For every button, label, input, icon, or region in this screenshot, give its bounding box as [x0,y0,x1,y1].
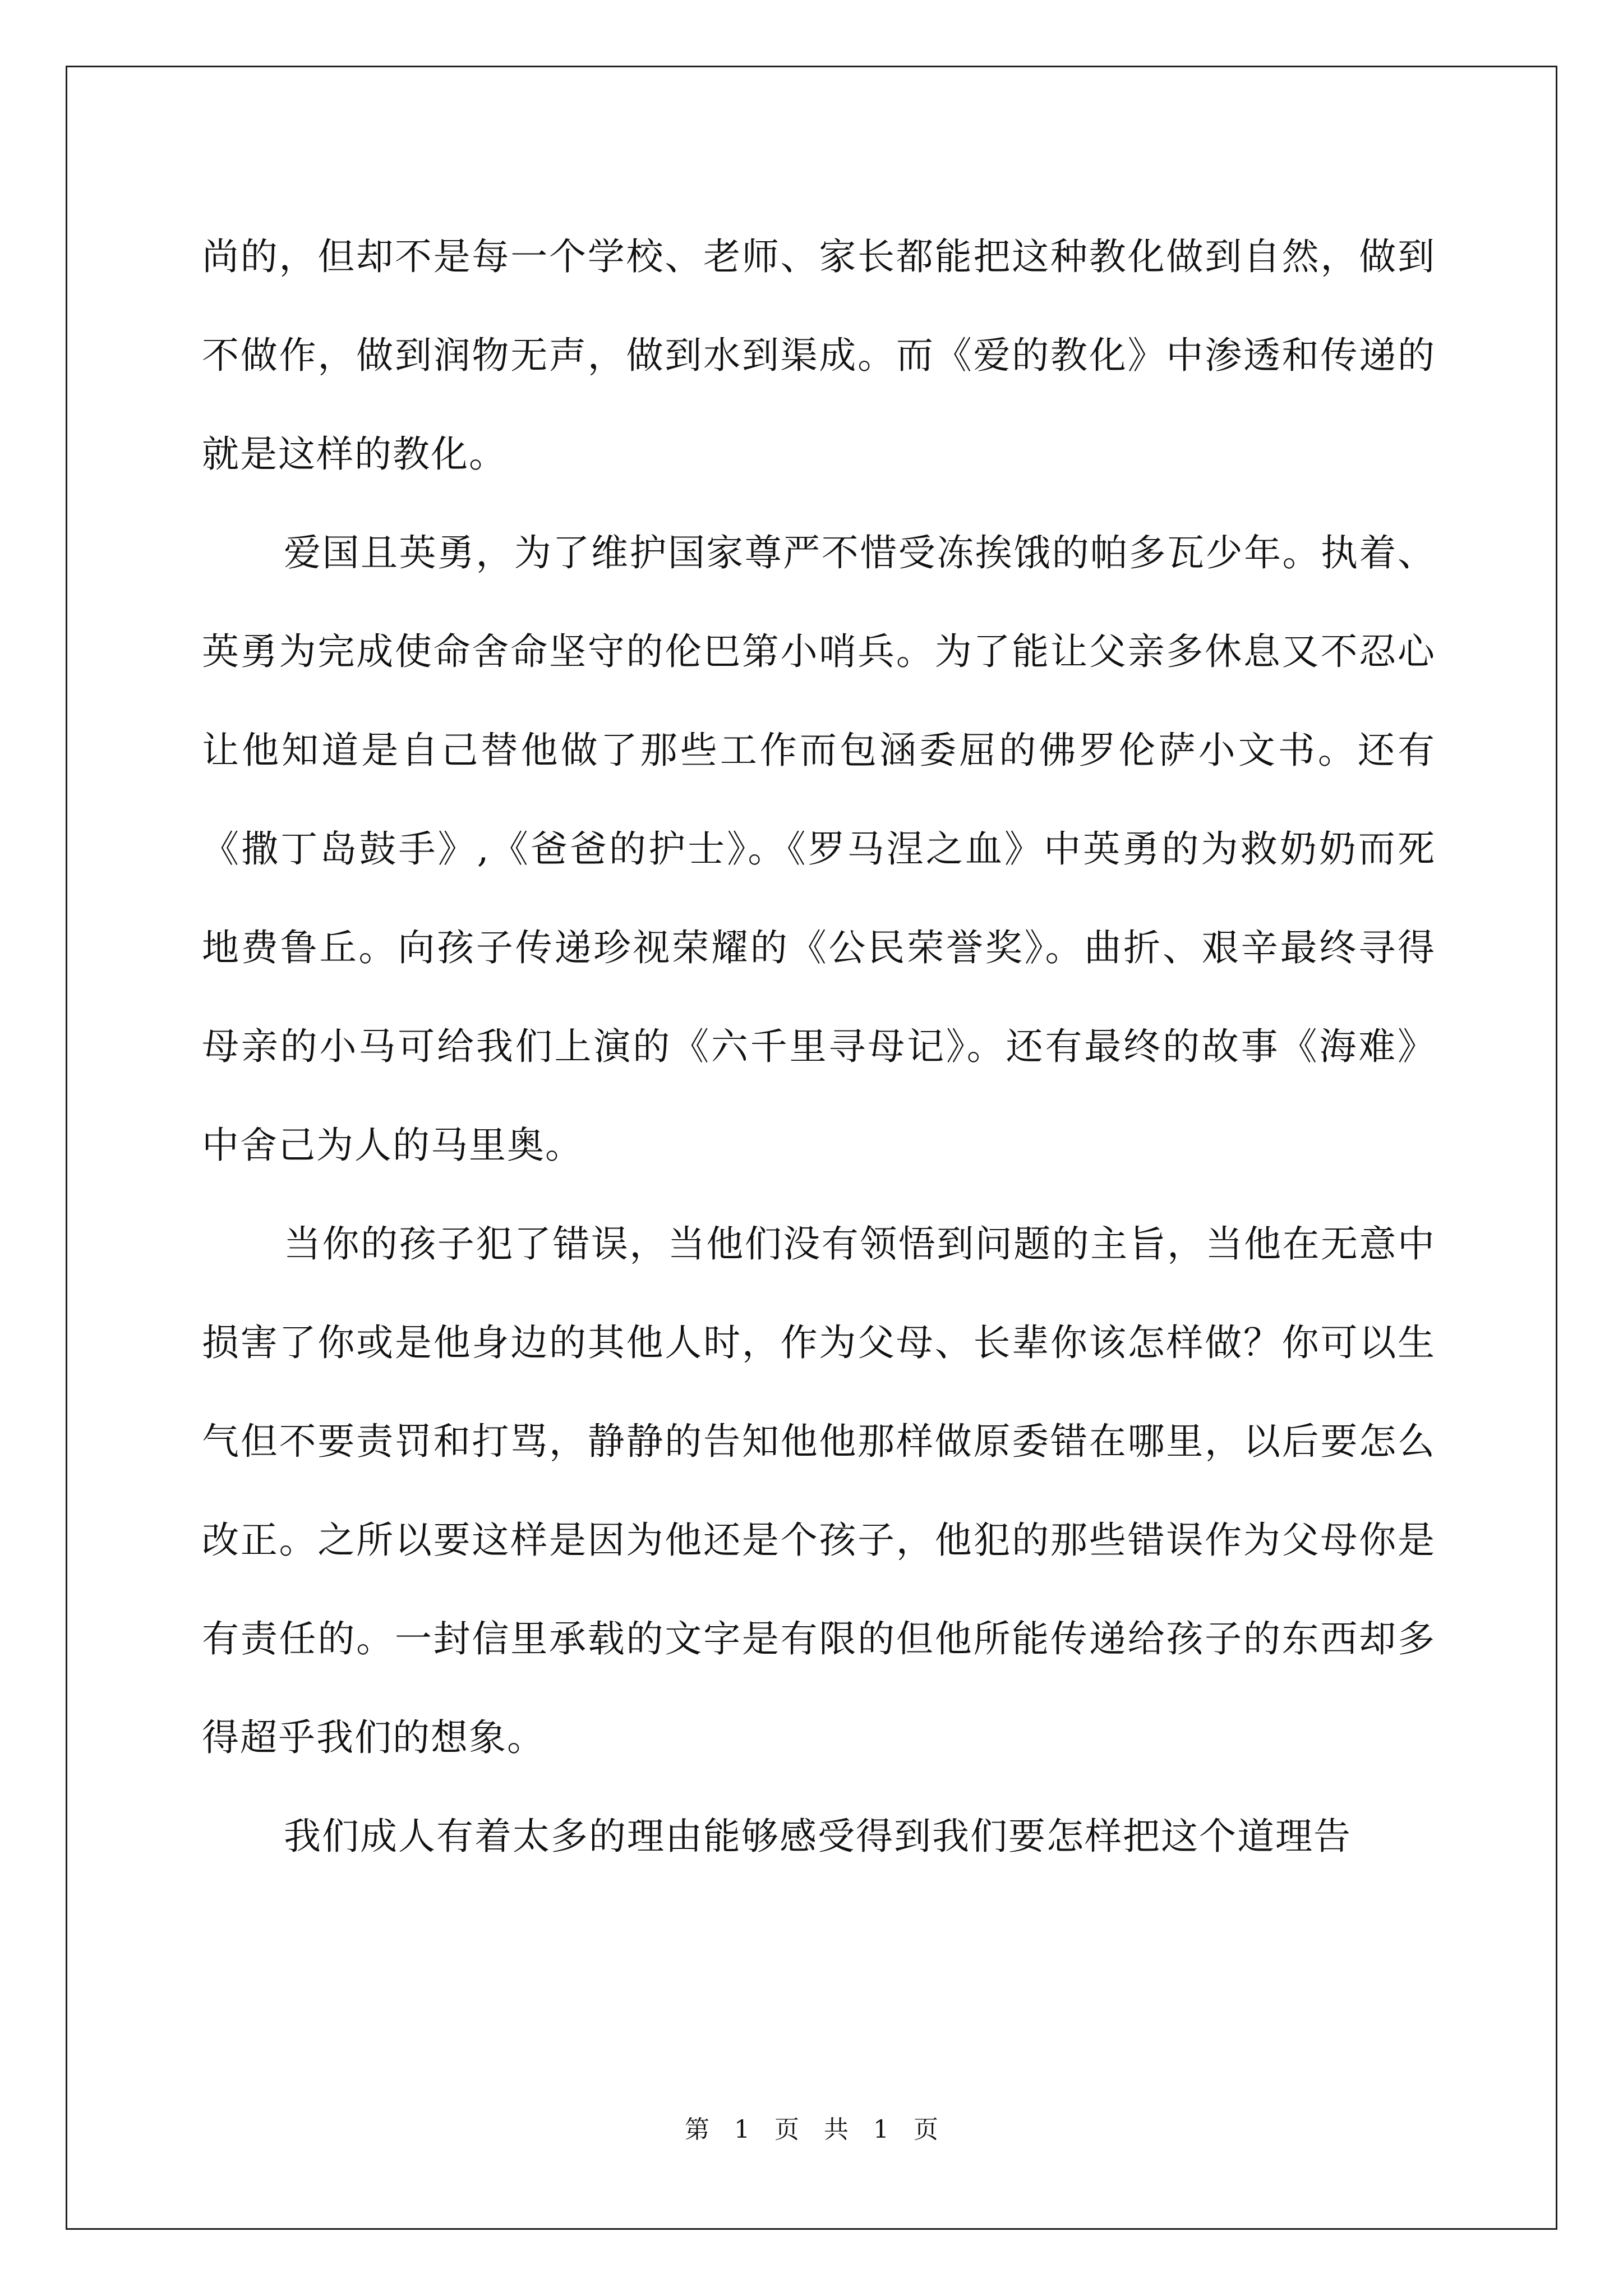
paragraph: 当你的孩子犯了错误，当他们没有领悟到问题的主旨，当他在无意中损害了你或是他身边的其他人时，作为父母、长辈你该怎样做？你可以生气但不要责罚和打骂，静静的告知他他那样做原委错在哪里，以后要怎么改正。之所以要这样是因为他还是个孩子，他犯的那些错误作为父母你是有责任的。一封信里承载的文字是有限的但他所能传递给孩子的东西却多得超乎我们的想象。 [202,1222,1436,1759]
page-number-footer: 第 1 页 共 1 页 [685,2115,938,2144]
paragraph: 我们成人有着太多的理由能够感受得到我们要怎样把这个道理告 [284,1815,1352,1858]
document-body [202,208,1436,1886]
paragraph: 爱国且英勇，为了维护国家尊严不惜受冻挨饿的帕多瓦少年。执着、英勇为完成使命舍命坚守的伦巴第小哨兵。为了能让父亲多休息又不忍心让他知道是自己替他做了那些工作而包涵委屈的佛罗伦萨小文书。还有《撒丁岛鼓手》,《爸爸的护士》。《罗马涅之血》中英勇的为救奶奶而死地费鲁丘。向孩子传递珍视荣耀的《公民荣誉奖》。曲折、艰辛最终寻得母亲的小马可给我们上演的《六千里寻母记》。还有最终的故事《海难》中舍己为人的马里奥。 [202,531,1436,1167]
paragraph-continuation: 尚的，但却不是每一个学校、老师、家长都能把这种教化做到自然，做到不做作，做到润物无声，做到水到渠成。而《爱的教化》中渗透和传递的就是这样的教化。 [202,235,1436,476]
